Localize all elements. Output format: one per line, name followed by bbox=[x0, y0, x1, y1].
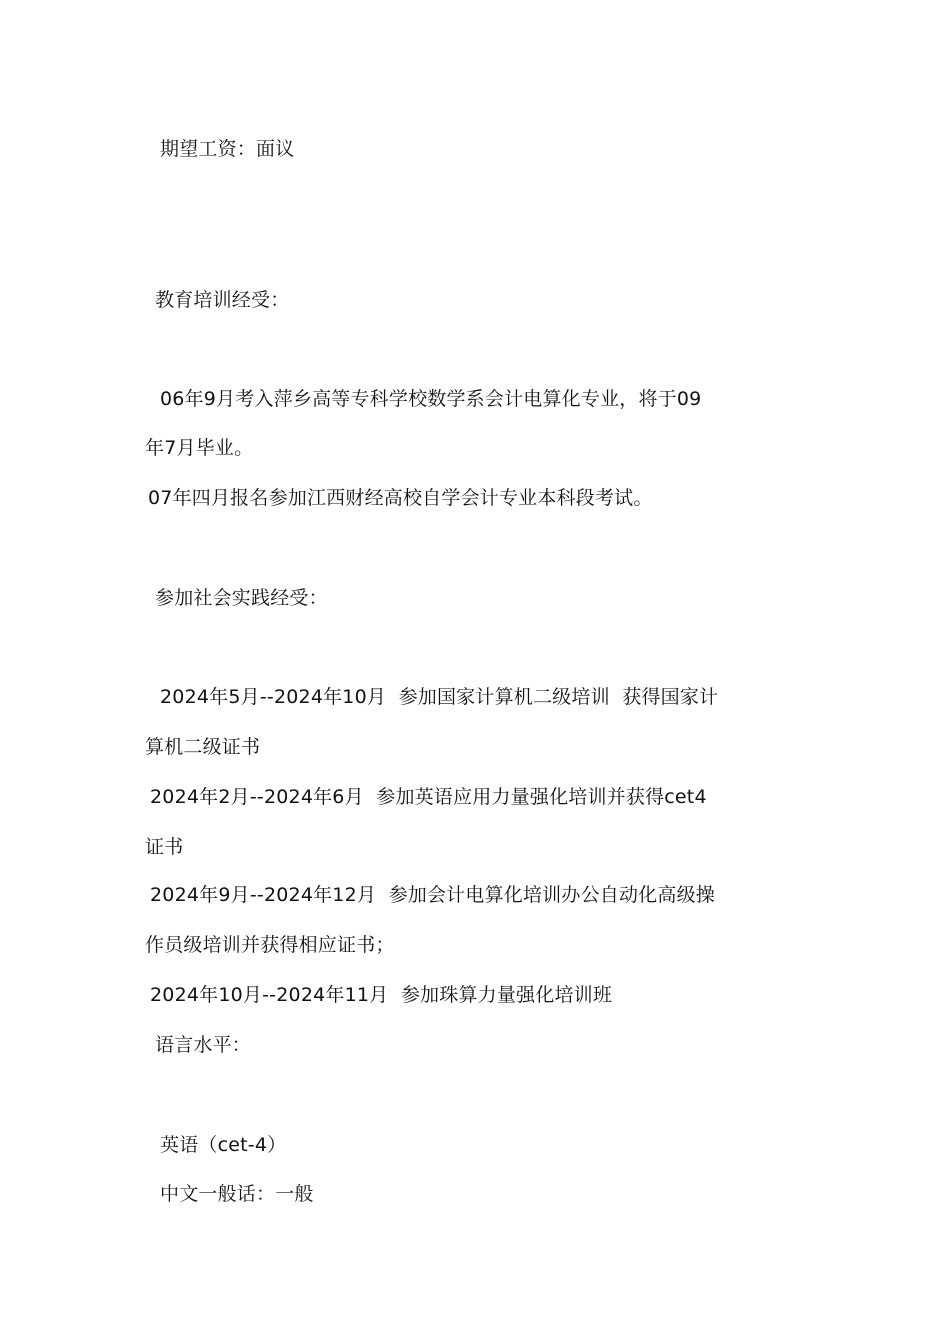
practice-item: 证书 bbox=[145, 836, 184, 858]
education-item: 07年四月报名参加江西财经高校自学会计专业本科段考试。 bbox=[148, 487, 653, 509]
language-item: 中文一般话：一般 bbox=[160, 1183, 314, 1205]
language-heading: 语言水平： bbox=[155, 1034, 252, 1056]
language-item: 英语（cet-4） bbox=[160, 1134, 287, 1156]
expected-salary-line: 期望工资：面议 bbox=[160, 138, 295, 160]
practice-item: 2024年9月--2024年12月 参加会计电算化培训办公自动化高级操 bbox=[150, 884, 715, 906]
practice-heading: 参加社会实践经受： bbox=[155, 587, 328, 609]
education-item: 年7月毕业。 bbox=[145, 437, 254, 459]
practice-item: 2024年5月--2024年10月 参加国家计算机二级培训 获得国家计 bbox=[160, 686, 719, 708]
practice-item: 作员级培训并获得相应证书； bbox=[145, 934, 395, 956]
practice-item: 2024年2月--2024年6月 参加英语应用力量强化培训并获得cet4 bbox=[150, 786, 707, 808]
practice-item: 算机二级证书 bbox=[145, 736, 261, 758]
education-heading: 教育培训经受： bbox=[155, 289, 290, 311]
practice-item: 2024年10月--2024年11月 参加珠算力量强化培训班 bbox=[150, 984, 613, 1006]
education-item: 06年9月考入萍乡高等专科学校数学系会计电算化专业，将于09 bbox=[160, 388, 702, 410]
